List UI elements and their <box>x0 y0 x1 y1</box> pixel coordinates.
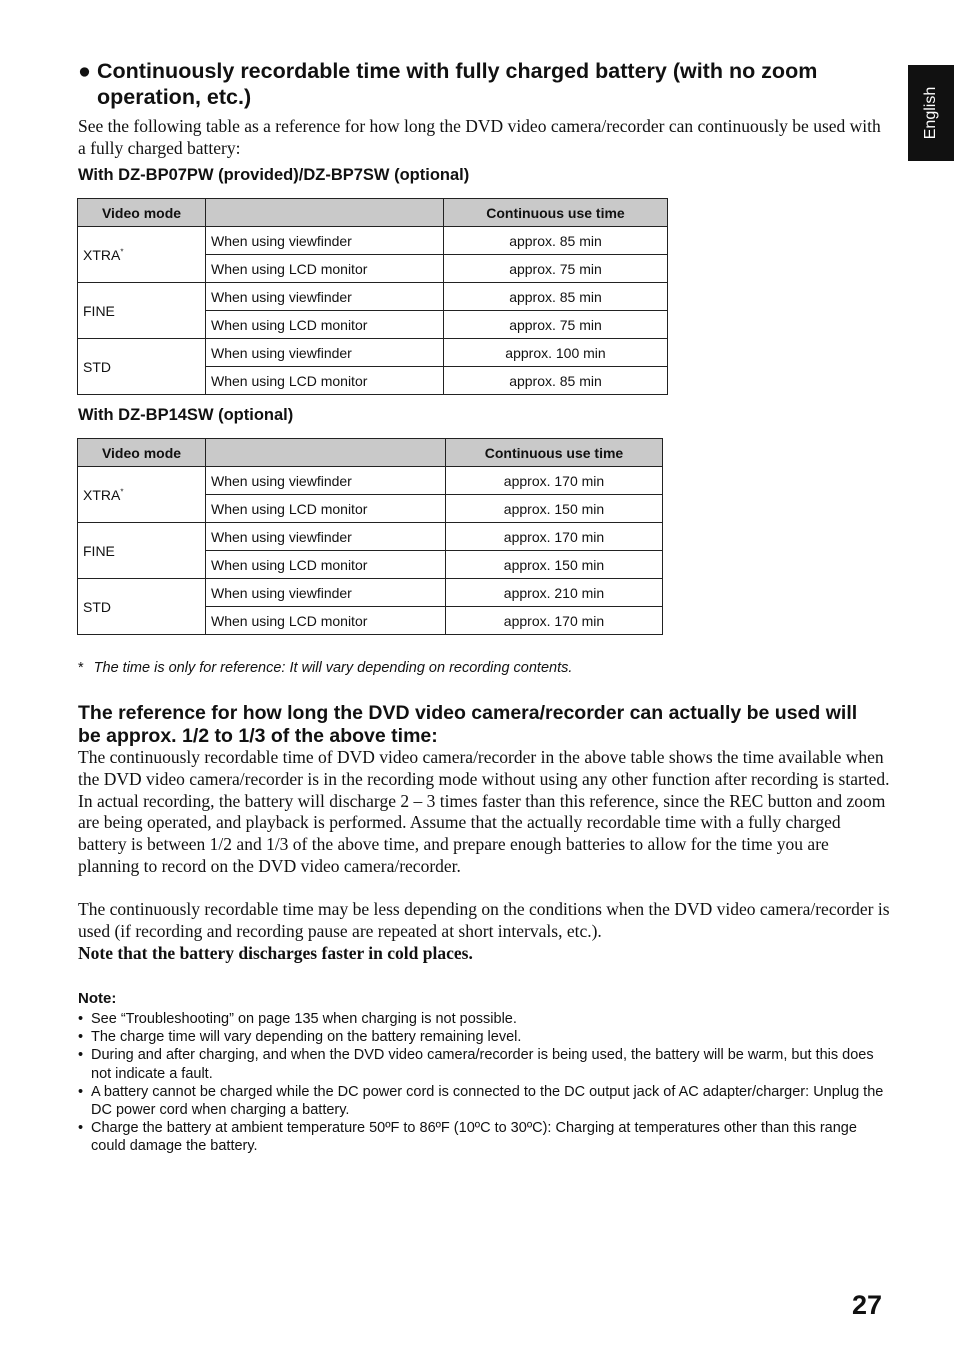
table-row <box>78 467 663 495</box>
list-item: • Charge the battery at ambient temperature 50ºF to 86ºF (10ºC to 30ºC): Charging at temperatures other than this range could damage the battery. <box>78 1119 893 1155</box>
condition-cell: When using viewfinder <box>206 283 444 311</box>
time-cell: approx. 85 min <box>444 227 668 255</box>
note-list <box>78 1010 893 1156</box>
time-cell: approx. 150 min <box>446 551 663 579</box>
condition-cell: When using viewfinder <box>206 579 446 607</box>
page-number: 27 <box>852 1290 883 1320</box>
table-row <box>78 523 663 551</box>
list-item: • A battery cannot be charged while the DC power cord is connected to the DC output jack of AC adapter/charger: Unplug the DC power cord when charging a battery. <box>78 1083 893 1119</box>
condition-cell: When using viewfinder <box>206 467 446 495</box>
condition-cell: When using LCD monitor <box>206 367 444 395</box>
video-mode-cell: STD <box>78 579 206 635</box>
time-cell: approx. 85 min <box>444 283 668 311</box>
time-cell: approx. 210 min <box>446 579 663 607</box>
header-video-mode: Video mode <box>78 199 206 227</box>
table-row <box>78 579 663 607</box>
footnote-mark: * <box>78 660 84 676</box>
table-header-row <box>78 439 663 467</box>
heading-bullet-icon: ● <box>78 59 91 83</box>
reference-paragraph-1: The continuously recordable time of DVD video camera/recorder in the above table shows the time available when the DVD video camera/recorder is in the recording mode without using any other function after recording is started. In actual recording, the battery will discharge 2 – 3 times faster than this reference, since the REC button and zoom are being operated, and playback is performed. Assume that the actually recordable time with a fully charged battery is between 1/2 and 1/3 of the above time, and prepare enough batteries to allow for the time you are planning to record on the DVD video camera/recorder. <box>78 747 890 876</box>
condition-cell: When using LCD monitor <box>206 551 446 579</box>
table-row <box>78 227 668 255</box>
time-cell: approx. 85 min <box>444 367 668 395</box>
language-tab <box>908 65 954 161</box>
table1-caption: With DZ-BP07PW (provided)/DZ-BP7SW (optional) <box>78 166 470 184</box>
time-cell: approx. 170 min <box>446 607 663 635</box>
table-header-row <box>78 199 668 227</box>
time-cell: approx. 150 min <box>446 495 663 523</box>
time-cell: approx. 75 min <box>444 311 668 339</box>
reference-heading: The reference for how long the DVD video camera/recorder can actually be used will be approx. 1/2 to 1/3 of the above time: <box>78 702 858 747</box>
header-video-mode: Video mode <box>78 439 206 467</box>
table-footnote <box>78 660 572 676</box>
list-item: • See “Troubleshooting” on page 135 when charging is not possible. <box>78 1010 893 1028</box>
battery-table-1 <box>77 198 668 395</box>
table-row <box>78 339 668 367</box>
condition-cell: When using viewfinder <box>206 339 444 367</box>
language-tab-label: English <box>922 86 939 140</box>
footnote-text: The time is only for reference: It will vary depending on recording contents. <box>93 660 573 676</box>
list-item: • During and after charging, and when the DVD video camera/recorder is being used, the battery will be warm, but this does not indicate a fault. <box>78 1046 893 1082</box>
video-mode-cell: FINE <box>78 283 206 339</box>
time-cell: approx. 170 min <box>446 523 663 551</box>
time-cell: approx. 100 min <box>444 339 668 367</box>
list-item: • The charge time will vary depending on the battery remaining level. <box>78 1028 893 1046</box>
header-condition <box>206 199 444 227</box>
table2-caption: With DZ-BP14SW (optional) <box>78 406 294 424</box>
time-cell: approx. 170 min <box>446 467 663 495</box>
battery-table-2 <box>77 438 663 635</box>
note-title: Note: <box>78 990 117 1007</box>
condition-cell: When using viewfinder <box>206 523 446 551</box>
video-mode-cell: XTRA* <box>78 227 206 283</box>
page-heading <box>78 58 878 110</box>
intro-paragraph: See the following table as a reference for how long the DVD video camera/recorder can continuously be used with a fully charged battery: <box>78 116 881 158</box>
header-continuous-use-time: Continuous use time <box>446 439 663 467</box>
condition-cell: When using LCD monitor <box>206 255 444 283</box>
header-continuous-use-time: Continuous use time <box>444 199 668 227</box>
condition-cell: When using LCD monitor <box>206 311 444 339</box>
video-mode-cell: STD <box>78 339 206 395</box>
page-heading-text: Continuously recordable time with fully charged battery (with no zoom operation, etc.) <box>97 59 818 109</box>
table-row <box>78 283 668 311</box>
header-condition <box>206 439 446 467</box>
video-mode-cell: XTRA* <box>78 467 206 523</box>
reference-paragraph-2: The continuously recordable time may be less depending on the conditions when the DVD video camera/recorder is used (if recording and recording pause are repeated at short intervals, etc.). <box>78 899 890 941</box>
condition-cell: When using viewfinder <box>206 227 444 255</box>
condition-cell: When using LCD monitor <box>206 607 446 635</box>
cold-warning: Note that the battery discharges faster in cold places. <box>78 943 473 963</box>
time-cell: approx. 75 min <box>444 255 668 283</box>
video-mode-cell: FINE <box>78 523 206 579</box>
condition-cell: When using LCD monitor <box>206 495 446 523</box>
